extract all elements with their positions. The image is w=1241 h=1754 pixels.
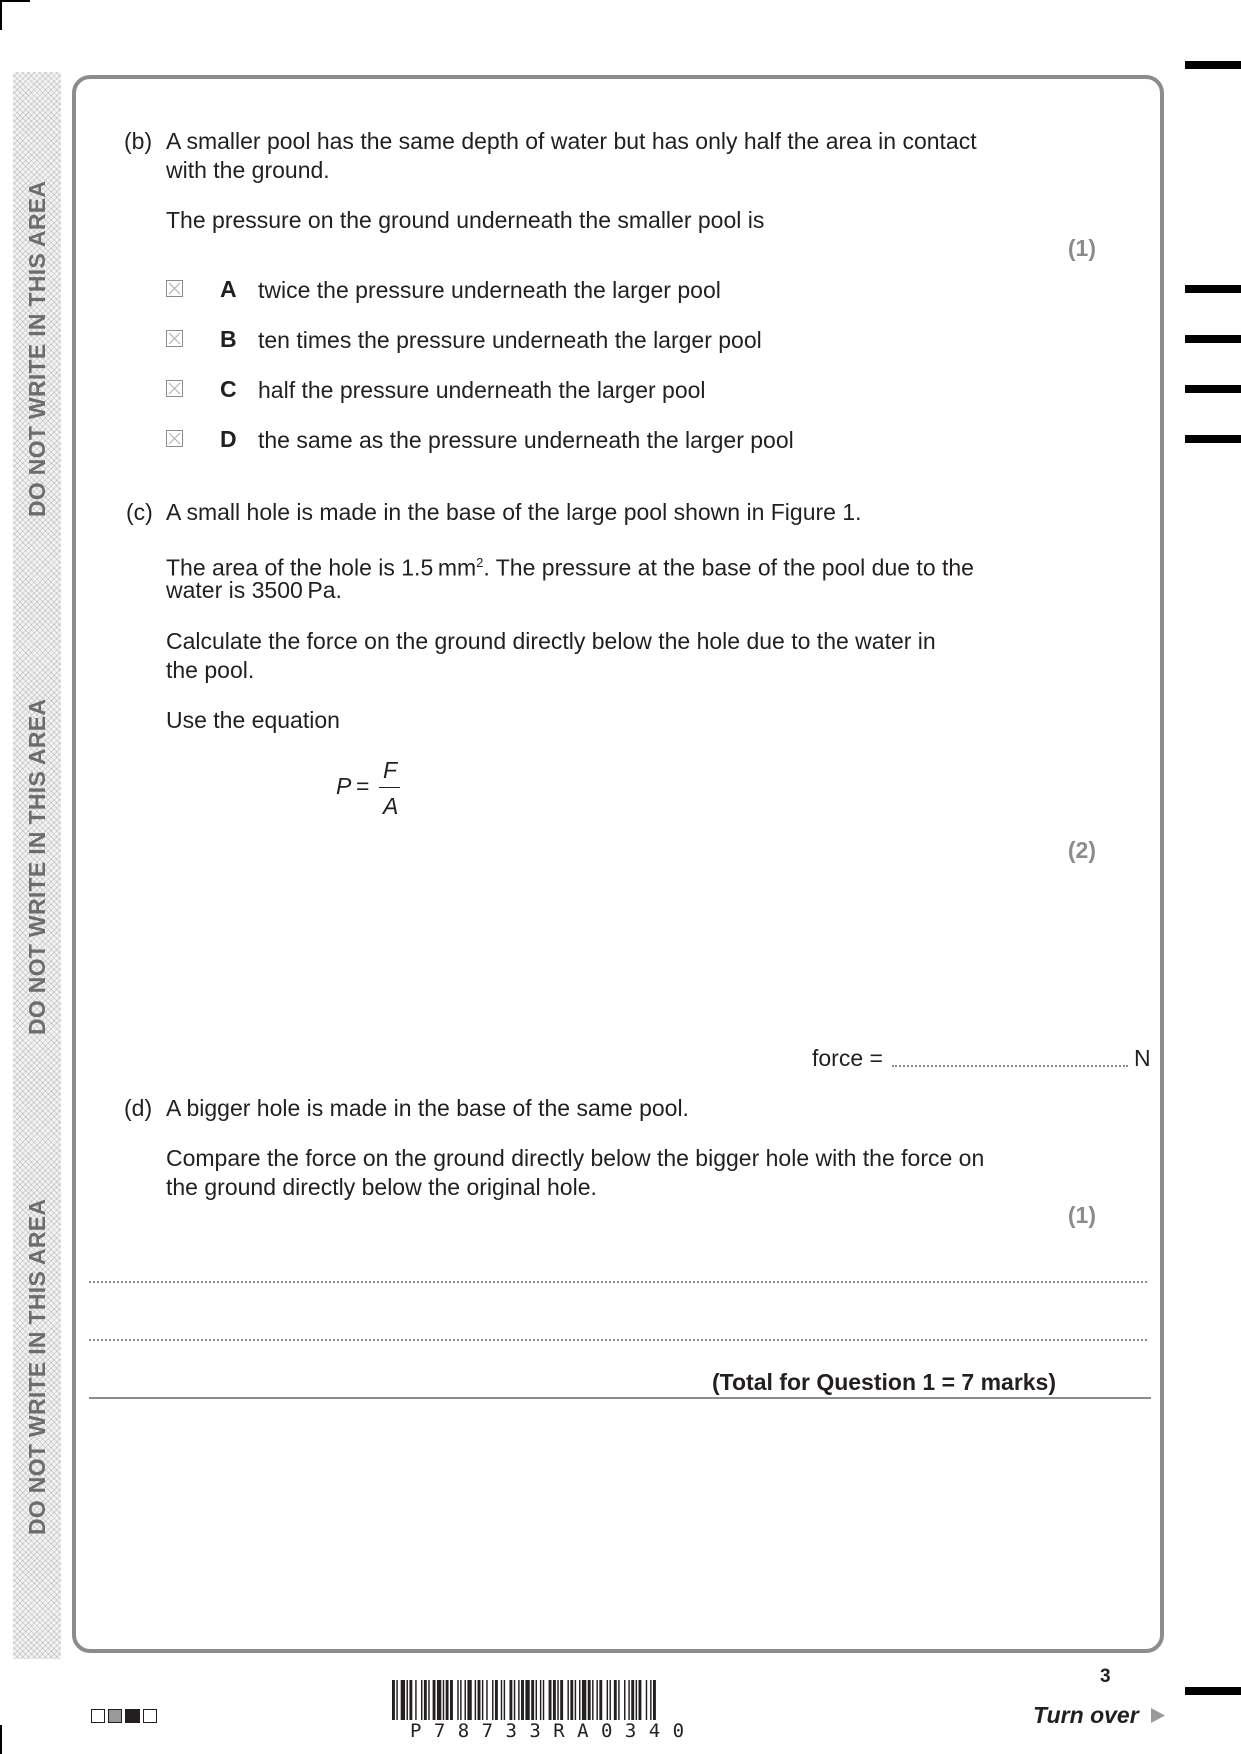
barcode-bar [631,1680,634,1720]
barcode-bar [575,1680,576,1720]
part-c-text: A small hole is made in the base of the large pool shown in Figure 1. [166,499,862,525]
option-a-letter: A [220,276,237,302]
barcode-bar [536,1680,537,1720]
barcode-bar [592,1680,593,1720]
part-c-marks: (2) [1067,837,1096,863]
question-total: (Total for Question 1 = 7 marks) [712,1369,1057,1395]
barcode-bar [514,1680,515,1720]
timing-mark [1185,335,1241,343]
turn-over-label: Turn over [1033,1702,1139,1728]
barcode-bar [599,1680,602,1720]
barcode-bar [624,1680,625,1720]
option-d-text: the same as the pressure underneath the larger pool [258,427,794,453]
timing-mark [1185,435,1241,443]
timing-mark [1185,385,1241,393]
margin-warning: DO NOT WRITE IN THIS AREA [24,180,50,517]
page-number: 3 [1100,1666,1111,1687]
barcode-bar [475,1680,476,1720]
barcode-bar [446,1680,449,1720]
answer-unit: N [1134,1045,1151,1071]
part-b-question: A smaller pool has the same depth of water but has only half the area in contact [166,128,977,154]
option-d-checkbox[interactable] [166,430,183,447]
option-a-checkbox[interactable] [166,280,183,297]
barcode-bar [543,1680,544,1720]
barcode-bar [482,1680,483,1720]
part-d-label: (d) [124,1095,153,1121]
barcode-bar [424,1680,427,1720]
option-b-checkbox[interactable] [166,330,183,347]
barcode-bar [582,1680,586,1720]
total-rule [89,1397,1151,1399]
part-b-prompt: The pressure on the ground underneath the smaller pool is [166,207,765,233]
barcode-bar [639,1680,642,1720]
barcode-bar [567,1680,568,1720]
part-d-text: A bigger hole is made in the base of the same pool. [166,1095,689,1121]
barcode-bar [518,1680,519,1720]
barcode-bar [596,1680,597,1720]
part-b-question: with the ground. [166,157,330,183]
barcode-bar [588,1680,591,1720]
barcode-bar [618,1680,619,1720]
barcode-bar [492,1680,493,1720]
barcode-bar [478,1680,481,1720]
barcode-bar [409,1680,412,1720]
answer-line[interactable] [89,1281,1147,1283]
margin-warning: DO NOT WRITE IN THIS AREA [24,1198,50,1535]
option-b-text: ten times the pressure underneath the larger pool [258,327,762,353]
barcode-bar [610,1680,611,1720]
part-c-text: Use the equation [166,707,340,733]
barcode-bar [531,1680,534,1720]
barcode-bar [443,1680,444,1720]
barcode-bar [504,1680,505,1720]
barcode-bar [553,1680,556,1720]
barcode-bar [415,1680,416,1720]
barcode-bar [570,1680,573,1720]
barcode-bar [407,1680,408,1720]
barcode-bar [396,1680,397,1720]
barcode-bar [646,1680,647,1720]
barcode-bar [460,1680,461,1720]
timing-mark [1185,1687,1241,1695]
part-c-text: the pool. [166,657,255,683]
barcode-bar [653,1680,656,1720]
barcode-bar [650,1680,651,1720]
force-answer-line[interactable] [892,1065,1128,1067]
part-d-marks: (1) [1067,1202,1096,1228]
barcode-bar [457,1680,458,1720]
barcode-bar [579,1680,580,1720]
crop-mark [0,1725,2,1754]
barcode [392,1680,864,1722]
part-c-text: water is 3500 Pa. [166,577,342,603]
equation-lhs: P [336,773,352,799]
barcode-bar [540,1680,541,1720]
arrow-right-icon [1150,1707,1167,1724]
fraction-bar [379,787,400,788]
part-c-label: (c) [126,499,153,525]
barcode-bar [607,1680,608,1720]
barcode-bar [437,1680,441,1720]
barcode-bar [636,1680,637,1720]
barcode-bar [549,1680,552,1720]
option-a-text: twice the pressure underneath the larger pool [258,277,721,303]
answer-line[interactable] [89,1339,1147,1341]
barcode-bar [433,1680,436,1720]
answer-frame [72,75,1164,1653]
barcode-bar [450,1680,453,1720]
barcode-bar [628,1680,629,1720]
crop-mark [0,0,30,2]
answer-prefix: force = [812,1045,883,1071]
part-d-text: Compare the force on the ground directly below the bigger hole with the force on [166,1145,985,1171]
equation-denominator: A [383,793,399,819]
part-c-text: Calculate the force on the ground directly below the hole due to the water in [166,628,936,654]
barcode-bar [401,1680,405,1720]
option-c-checkbox[interactable] [166,380,183,397]
barcode-bar [501,1680,502,1720]
barcode-bar [521,1680,524,1720]
option-c-letter: C [220,376,237,402]
barcode-bar [557,1680,558,1720]
equation-numerator: F [383,757,398,783]
crop-mark [0,0,2,30]
barcode-bar [509,1680,512,1720]
barcode-bar [486,1680,487,1720]
equation-equals: = [356,773,370,799]
part-d-text: the ground directly below the original hole. [166,1174,597,1200]
part-b-marks: (1) [1067,235,1096,261]
option-d-letter: D [220,426,237,452]
barcode-bar [614,1680,617,1720]
barcode-bar [392,1680,395,1720]
barcode-bar [525,1680,529,1720]
timing-mark [1185,285,1241,293]
timing-mark [1185,61,1241,69]
part-b-label: (b) [124,128,153,154]
part-c-text: The area of the hole is 1.5 $mm^2$. The pressure at the base of the pool due to the [166,554,974,581]
option-c-text: half the pressure underneath the larger pool [258,377,706,403]
option-b-letter: B [220,326,237,352]
barcode-bar [428,1680,429,1720]
margin-warning: DO NOT WRITE IN THIS AREA [24,698,50,1035]
barcode-bar [560,1680,563,1720]
barcode-text: P 7 8 7 3 3 R A 0 3 4 0 [410,1720,685,1742]
barcode-bar [467,1680,471,1720]
barcode-bar [495,1680,498,1720]
barcode-bar [465,1680,466,1720]
barcode-bar [421,1680,422,1720]
